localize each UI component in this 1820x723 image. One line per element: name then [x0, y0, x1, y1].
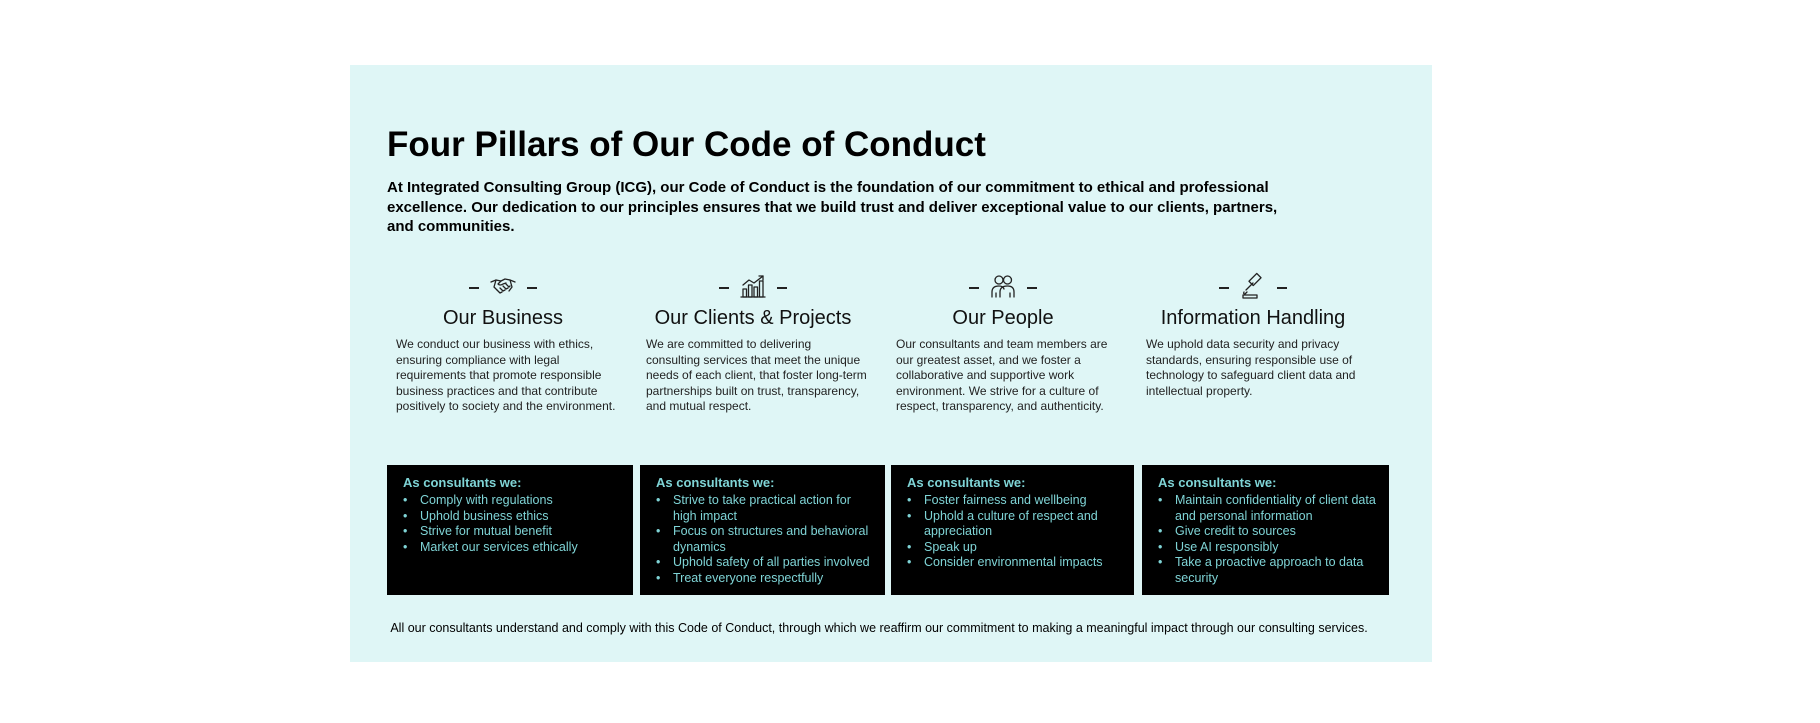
list-item: • Foster fairness and wellbeing — [907, 493, 1122, 509]
box-heading: As consultants we: — [907, 475, 1026, 490]
consultants-box-our-clients-projects — [640, 465, 885, 595]
commitment-list — [656, 493, 873, 586]
commitment-list — [403, 493, 621, 555]
list-item: • Market our services ethically — [403, 540, 621, 556]
list-item: • Comply with regulations — [403, 493, 621, 509]
list-item: • Give credit to sources — [1158, 524, 1377, 540]
list-item: • Focus on structures and behavioral dynamics — [656, 524, 873, 555]
pillar-title: Our Clients & Projects — [654, 307, 852, 329]
pillar-icon-row — [1130, 273, 1376, 303]
pillar-our-clients-projects — [630, 273, 876, 415]
people-icon — [989, 272, 1017, 305]
pillar-our-business — [380, 273, 626, 415]
pillar-title: Information Handling — [1160, 307, 1346, 329]
pillar-icon-row — [630, 273, 876, 303]
divider-dash — [719, 287, 729, 289]
gavel-icon — [1239, 272, 1267, 305]
code-of-conduct-page — [350, 65, 1432, 662]
pillar-description: We are committed to delivering consulting services that meet the unique needs of each client, that foster long-term partnerships built on trust, transparency, and mutual respect. — [646, 337, 867, 413]
list-item: • Uphold a culture of respect and appreciation — [907, 509, 1122, 540]
list-item: • Strive to take practical action for high impact — [656, 493, 873, 524]
box-heading: As consultants we: — [656, 475, 775, 490]
list-item: • Consider environmental impacts — [907, 555, 1122, 571]
pillar-title: Our Business — [442, 307, 564, 329]
pillar-title: Our People — [952, 307, 1054, 329]
pillar-description: Our consultants and team members are our greatest asset, and we foster a collaborative and supportive work environment. We strive for a culture of respect, transparency, and authenticity. — [896, 337, 1108, 413]
consultants-box-our-people — [891, 465, 1134, 595]
list-item: • Maintain confidentiality of client data and personal information — [1158, 493, 1377, 524]
list-item: • Uphold business ethics — [403, 509, 621, 525]
growth-chart-icon — [739, 272, 767, 305]
footer-statement: All our consultants understand and comply with this Code of Conduct, through which we reaffirm our commitment to making a meaningful impact through our consulting services. — [390, 621, 1368, 635]
list-item: • Treat everyone respectfully — [656, 571, 873, 587]
divider-dash — [777, 287, 787, 289]
list-item: • Speak up — [907, 540, 1122, 556]
commitment-list — [907, 493, 1122, 571]
page-title: Four Pillars of Our Code of Conduct — [387, 125, 986, 164]
intro-paragraph: At Integrated Consulting Group (ICG), our Code of Conduct is the foundation of our commitment to ethical and professional excellence. Our dedication to our principles ensures that we build trust and deliver exceptional value to our clients, partners, and communities. — [387, 179, 1278, 235]
list-item: • Take a proactive approach to data security — [1158, 555, 1377, 586]
list-item: • Uphold safety of all parties involved — [656, 555, 873, 571]
pillar-icon-row — [880, 273, 1126, 303]
pillar-icon-row — [380, 273, 626, 303]
box-heading: As consultants we: — [403, 475, 522, 490]
pillar-information-handling — [1130, 273, 1376, 399]
consultants-box-our-business — [387, 465, 633, 595]
divider-dash — [969, 287, 979, 289]
commitment-list — [1158, 493, 1377, 586]
divider-dash — [527, 287, 537, 289]
list-item: • Strive for mutual benefit — [403, 524, 621, 540]
list-item: • Use AI responsibly — [1158, 540, 1377, 556]
divider-dash — [1027, 287, 1037, 289]
pillar-our-people — [880, 273, 1126, 415]
divider-dash — [469, 287, 479, 289]
divider-dash — [1277, 287, 1287, 289]
box-heading: As consultants we: — [1158, 475, 1277, 490]
handshake-icon — [489, 272, 517, 305]
pillar-description: We uphold data security and privacy standards, ensuring responsible use of technology to safeguard client data and intellectual property. — [1146, 337, 1356, 398]
pillar-description: We conduct our business with ethics, ensuring compliance with legal requirements that promote responsible business practices and that contribute positively to society and the environment. — [396, 337, 616, 413]
divider-dash — [1219, 287, 1229, 289]
consultants-box-information-handling — [1142, 465, 1389, 595]
